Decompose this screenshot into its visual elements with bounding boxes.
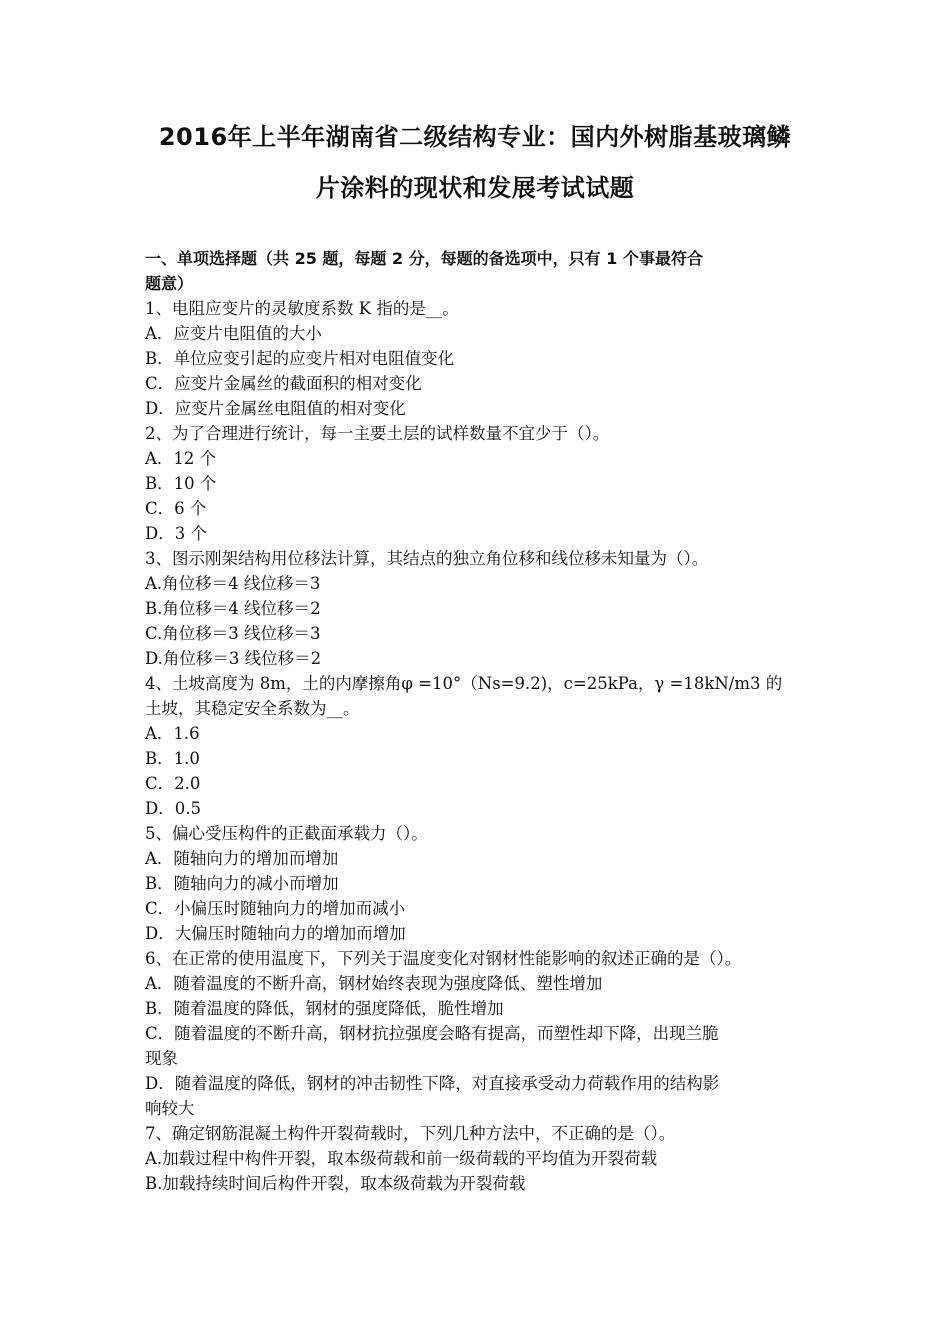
- answer-option: [145, 371, 810, 396]
- question-stem: 3、图示刚架结构用位移法计算，其结点的独立角位移和线位移未知量为（）。: [145, 549, 709, 568]
- section-heading-line: 一、单项选择题（共 25 题，每题 2 分，每题的备选项中，只有 1 个事最符合: [145, 249, 703, 268]
- answer-option: [145, 896, 810, 921]
- question-item: [145, 421, 810, 546]
- answer-option-text: B．1.0: [145, 749, 200, 768]
- answer-option-text: B．随轴向力的减小而增加: [145, 874, 339, 893]
- answer-option: [145, 571, 810, 596]
- answer-option-text: C．随着温度的不断升高，钢材抗拉强度会略有提高，而塑性却下降，出现兰脆: [145, 1024, 719, 1043]
- answer-option-text: A．12 个: [145, 449, 217, 468]
- answer-option-text: D．随着温度的降低，钢材的冲击韧性下降，对直接承受动力荷载作用的结构影: [145, 1074, 720, 1093]
- answer-option: [145, 646, 810, 671]
- question-item: [145, 1121, 810, 1196]
- question-stem: 6、在正常的使用温度下，下列关于温度变化对钢材性能影响的叙述正确的是（）。: [145, 949, 742, 968]
- answer-option: [145, 396, 810, 421]
- question-stem: 7、确定钢筋混凝土构件开裂荷载时，下列几种方法中，不正确的是（）。: [145, 1124, 676, 1143]
- answer-option-text: B．随着温度的降低，钢材的强度降低，脆性增加: [145, 999, 504, 1018]
- question-item: [145, 946, 810, 1121]
- answer-option: [145, 921, 810, 946]
- question-item: [145, 671, 810, 821]
- question-stem: 5、偏心受压构件的正截面承载力（）。: [145, 824, 428, 843]
- answer-option-text: C．2.0: [145, 774, 201, 793]
- answer-option-text: 现象: [145, 1049, 178, 1068]
- answer-option: [145, 1021, 810, 1071]
- answer-option: [145, 871, 810, 896]
- answer-option-text: B．单位应变引起的应变片相对电阻值变化: [145, 349, 455, 368]
- answer-option: [145, 971, 810, 996]
- answer-option: [145, 1146, 810, 1171]
- answer-option-text: B.加载持续时间后构件开裂，取本级荷载为开裂荷载: [145, 1174, 526, 1193]
- answer-option-text: B.角位移＝4 线位移＝2: [145, 599, 321, 618]
- answer-option: [145, 621, 810, 646]
- section-heading: [145, 246, 810, 296]
- question-list: [145, 296, 810, 1196]
- section-heading-line: 题意）: [145, 274, 194, 293]
- question-stem: 2、为了合理进行统计，每一主要土层的试样数量不宜少于（）。: [145, 424, 610, 443]
- answer-option-text: D．0.5: [145, 799, 201, 818]
- answer-option-text: D．3 个: [145, 524, 207, 543]
- answer-option-text: C．应变片金属丝的截面积的相对变化: [145, 374, 422, 393]
- answer-option: [145, 496, 810, 521]
- answer-option: [145, 771, 810, 796]
- answer-option-text: C．小偏压时随轴向力的增加而减小: [145, 899, 406, 918]
- document-title-line-1: 2016年上半年湖南省二级结构专业：国内外树脂基玻璃鳞: [158, 123, 792, 151]
- answer-option-text: D．大偏压时随轴向力的增加而增加: [145, 924, 406, 943]
- answer-option: [145, 521, 810, 546]
- document-body: [145, 246, 810, 1196]
- question-stem: 4、土坡高度为 8m，土的内摩擦角φ =10°（Ns=9.2)，c=25kPa，γ =18kN/m3 的: [145, 674, 783, 693]
- answer-option-text: A．随轴向力的增加而增加: [145, 849, 339, 868]
- question-item: [145, 821, 810, 946]
- answer-option: [145, 446, 810, 471]
- answer-option: [145, 596, 810, 621]
- question-stem: 土坡，其稳定安全系数为__。: [145, 699, 360, 718]
- question-stem: 1、电阻应变片的灵敏度系数 K 指的是__。: [145, 299, 459, 318]
- answer-option: [145, 746, 810, 771]
- document-title-line-2: 片涂料的现状和发展考试试题: [315, 174, 635, 202]
- answer-option-text: D.角位移＝3 线位移＝2: [145, 649, 322, 668]
- answer-option: [145, 846, 810, 871]
- answer-option-text: C.角位移＝3 线位移＝3: [145, 624, 321, 643]
- answer-option-text: B．10 个: [145, 474, 217, 493]
- answer-option: [145, 471, 810, 496]
- answer-option: [145, 796, 810, 821]
- answer-option: [145, 321, 810, 346]
- answer-option-text: A.角位移＝4 线位移＝3: [145, 574, 321, 593]
- answer-option: [145, 346, 810, 371]
- answer-option: [145, 1171, 810, 1196]
- answer-option-text: A．随着温度的不断升高，钢材始终表现为强度降低、塑性增加: [145, 974, 603, 993]
- answer-option-text: A.加载过程中构件开裂，取本级荷载和前一级荷载的平均值为开裂荷载: [145, 1149, 658, 1168]
- answer-option-text: A．应变片电阻值的大小: [145, 324, 322, 343]
- question-item: [145, 546, 810, 671]
- answer-option: [145, 1071, 810, 1121]
- question-item: [145, 296, 810, 421]
- answer-option-text: D．应变片金属丝电阻值的相对变化: [145, 399, 406, 418]
- answer-option-text: C．6 个: [145, 499, 207, 518]
- answer-option: [145, 996, 810, 1021]
- answer-option: [145, 721, 810, 746]
- answer-option-text: 响较大: [145, 1099, 195, 1118]
- answer-option-text: A．1.6: [145, 724, 200, 743]
